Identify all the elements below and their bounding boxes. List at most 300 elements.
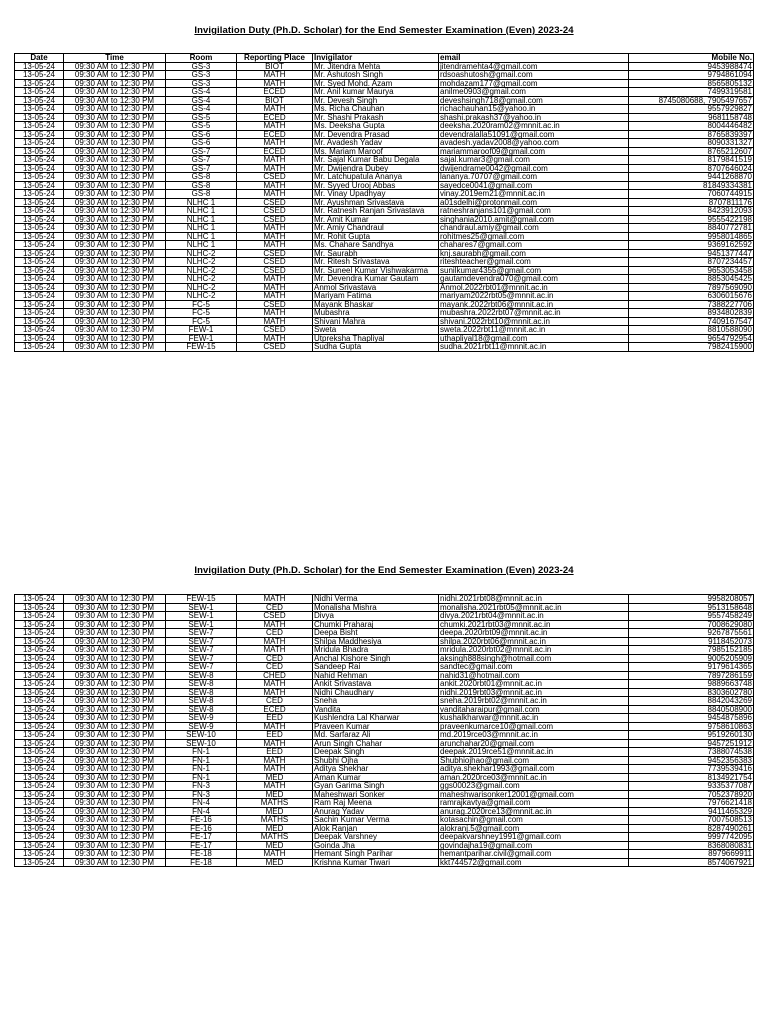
cell-room: FN-3 xyxy=(166,790,237,799)
cell-email: rohitmes25@gmail.com xyxy=(439,232,629,241)
cell-room: GS-4 xyxy=(166,96,237,105)
cell-mobile: 9958014865 xyxy=(629,232,754,241)
cell-invigilator: Mr. Ashutosh Singh xyxy=(313,71,439,80)
table-row xyxy=(15,671,754,680)
cell-date: 13-05-24 xyxy=(15,850,64,859)
cell-email: sayedce0041@gmail.com xyxy=(439,181,629,190)
cell-time: 09:30 AM to 12:30 PM xyxy=(64,113,166,122)
cell-email: alokranj.5@gmail.com xyxy=(439,824,629,833)
cell-email: knj.saurabh@gmail.com xyxy=(439,249,629,258)
cell-reporting-place: MED xyxy=(237,841,313,850)
cell-reporting-place: MATH xyxy=(237,122,313,131)
cell-invigilator: Ankit Srivastava xyxy=(313,680,439,689)
table-row xyxy=(15,705,754,714)
cell-reporting-place: MATH xyxy=(237,680,313,689)
cell-date: 13-05-24 xyxy=(15,147,64,156)
cell-time: 09:30 AM to 12:30 PM xyxy=(64,122,166,131)
cell-date: 13-05-24 xyxy=(15,198,64,207)
cell-date: 13-05-24 xyxy=(15,309,64,318)
cell-mobile: 8287490261 xyxy=(629,824,754,833)
cell-date: 13-05-24 xyxy=(15,343,64,352)
cell-date: 13-05-24 xyxy=(15,275,64,284)
cell-date: 13-05-24 xyxy=(15,164,64,173)
table-row xyxy=(15,130,754,139)
cell-email: sudha.2021rbt11@mnnit.ac.in xyxy=(439,343,629,352)
cell-room: GS-8 xyxy=(166,190,237,199)
cell-invigilator: Mr. Devesh Singh xyxy=(313,96,439,105)
cell-email: deeksha.2020ram02@mnnit.ac.in xyxy=(439,122,629,131)
cell-time: 09:30 AM to 12:30 PM xyxy=(64,181,166,190)
table-row xyxy=(15,731,754,740)
cell-date: 13-05-24 xyxy=(15,215,64,224)
cell-time: 09:30 AM to 12:30 PM xyxy=(64,841,166,850)
cell-reporting-place: CSED xyxy=(237,249,313,258)
cell-room: FN-1 xyxy=(166,748,237,757)
table-row xyxy=(15,258,754,267)
cell-invigilator: Mridula Bhadra xyxy=(313,646,439,655)
cell-email: aditya.shekhar1993@gmail.com xyxy=(439,765,629,774)
cell-date: 13-05-24 xyxy=(15,799,64,808)
cell-room: SEW-7 xyxy=(166,654,237,663)
cell-mobile: 8840508900 xyxy=(629,705,754,714)
cell-time: 09:30 AM to 12:30 PM xyxy=(64,731,166,740)
cell-mobile: 8004446482 xyxy=(629,122,754,131)
cell-time: 09:30 AM to 12:30 PM xyxy=(64,334,166,343)
cell-reporting-place: MATHS xyxy=(237,799,313,808)
table-row xyxy=(15,190,754,199)
cell-room: SEW-1 xyxy=(166,603,237,612)
table-row xyxy=(15,343,754,352)
cell-mobile: 9411465329 xyxy=(629,807,754,816)
table-row xyxy=(15,88,754,97)
cell-time: 09:30 AM to 12:30 PM xyxy=(64,164,166,173)
cell-time: 09:30 AM to 12:30 PM xyxy=(64,326,166,335)
cell-room: GS-6 xyxy=(166,139,237,148)
cell-email: dwijendrame0042@gmail.com xyxy=(439,164,629,173)
cell-email: riteshteacher@gmail.com xyxy=(439,258,629,267)
table-row xyxy=(15,156,754,165)
cell-date: 13-05-24 xyxy=(15,765,64,774)
cell-invigilator: Sudha Gupta xyxy=(313,343,439,352)
cell-email: deepa.2020rbt09@mnnit.ac.in xyxy=(439,629,629,638)
cell-invigilator: Mr. Saurabh xyxy=(313,249,439,258)
cell-reporting-place: CHED xyxy=(237,671,313,680)
cell-invigilator: Nahid Rehman xyxy=(313,671,439,680)
header-room: Room xyxy=(166,54,237,63)
table-row xyxy=(15,181,754,190)
table-row xyxy=(15,654,754,663)
cell-invigilator: Mr. Anil kumar Maurya xyxy=(313,88,439,97)
cell-date: 13-05-24 xyxy=(15,629,64,638)
cell-date: 13-05-24 xyxy=(15,697,64,706)
cell-invigilator: Mr. Ritesh Srivastava xyxy=(313,258,439,267)
cell-invigilator: Shivani Mahra xyxy=(313,317,439,326)
cell-time: 09:30 AM to 12:30 PM xyxy=(64,833,166,842)
cell-mobile: 8423912093 xyxy=(629,207,754,216)
table-row xyxy=(15,326,754,335)
table-row xyxy=(15,207,754,216)
cell-invigilator: Sweta xyxy=(313,326,439,335)
cell-time: 09:30 AM to 12:30 PM xyxy=(64,88,166,97)
cell-email: chumki.2021rbt03@mnnit.ac.in xyxy=(439,620,629,629)
cell-reporting-place: BIOT xyxy=(237,96,313,105)
cell-date: 13-05-24 xyxy=(15,612,64,621)
cell-email: aksingh888singh@hotmail.com xyxy=(439,654,629,663)
cell-date: 13-05-24 xyxy=(15,603,64,612)
cell-mobile: 6306015676 xyxy=(629,292,754,301)
cell-mobile: 7985152185 xyxy=(629,646,754,655)
cell-reporting-place: MATH xyxy=(237,71,313,80)
cell-invigilator: Deepak Varshney xyxy=(313,833,439,842)
table-row xyxy=(15,139,754,148)
cell-reporting-place: MATHS xyxy=(237,833,313,842)
cell-time: 09:30 AM to 12:30 PM xyxy=(64,224,166,233)
table-row xyxy=(15,790,754,799)
cell-invigilator: Mr. Sajal Kumar Babu Degala xyxy=(313,156,439,165)
cell-mobile: 8765839397 xyxy=(629,130,754,139)
cell-reporting-place: CSED xyxy=(237,215,313,224)
cell-date: 13-05-24 xyxy=(15,722,64,731)
table-row xyxy=(15,603,754,612)
cell-mobile: 9441268870 xyxy=(629,173,754,182)
cell-reporting-place: CED xyxy=(237,629,313,638)
cell-email: gautamdevendra070@gmail.com xyxy=(439,275,629,284)
cell-mobile: 9555422198 xyxy=(629,215,754,224)
cell-date: 13-05-24 xyxy=(15,688,64,697)
cell-date: 13-05-24 xyxy=(15,258,64,267)
cell-time: 09:30 AM to 12:30 PM xyxy=(64,671,166,680)
cell-reporting-place: ECED xyxy=(237,88,313,97)
table-row xyxy=(15,62,754,71)
table-row xyxy=(15,317,754,326)
cell-mobile: 7976621418 xyxy=(629,799,754,808)
cell-email: anurag.2020rce13@mnnit.ac.in xyxy=(439,807,629,816)
cell-room: FN-4 xyxy=(166,799,237,808)
cell-mobile: 8303602780 xyxy=(629,688,754,697)
cell-date: 13-05-24 xyxy=(15,139,64,148)
cell-invigilator: Ms. Richa Chauhan xyxy=(313,105,439,114)
table-row xyxy=(15,283,754,292)
cell-date: 13-05-24 xyxy=(15,292,64,301)
cell-room: NLHC-2 xyxy=(166,283,237,292)
cell-time: 09:30 AM to 12:30 PM xyxy=(64,317,166,326)
cell-invigilator: Hemant Singh Parihar xyxy=(313,850,439,859)
table-row xyxy=(15,215,754,224)
cell-invigilator: Mr. Syed Mohd. Azam xyxy=(313,79,439,88)
cell-email: nahid31@hotmail.com xyxy=(439,671,629,680)
cell-reporting-place: MATH xyxy=(237,232,313,241)
cell-mobile: 9681158748 xyxy=(629,113,754,122)
cell-room: SEW-8 xyxy=(166,671,237,680)
cell-reporting-place: MATH xyxy=(237,756,313,765)
table-row xyxy=(15,334,754,343)
table-row xyxy=(15,595,754,604)
cell-mobile: 9453988474 xyxy=(629,62,754,71)
cell-date: 13-05-24 xyxy=(15,62,64,71)
cell-room: SEW-7 xyxy=(166,663,237,672)
cell-room: GS-7 xyxy=(166,147,237,156)
cell-reporting-place: CSED xyxy=(237,300,313,309)
cell-email: kkt744572@gmail.com xyxy=(439,858,629,867)
cell-invigilator: Mr. Ayushman Srivastava xyxy=(313,198,439,207)
cell-invigilator: Aman Kumar xyxy=(313,773,439,782)
cell-date: 13-05-24 xyxy=(15,654,64,663)
cell-time: 09:30 AM to 12:30 PM xyxy=(64,207,166,216)
cell-email: aman.2020rce03@mnnit.ac.in xyxy=(439,773,629,782)
cell-time: 09:30 AM to 12:30 PM xyxy=(64,705,166,714)
cell-date: 13-05-24 xyxy=(15,156,64,165)
cell-date: 13-05-24 xyxy=(15,232,64,241)
cell-invigilator: Aditya Shekhar xyxy=(313,765,439,774)
cell-date: 13-05-24 xyxy=(15,748,64,757)
cell-email: hemantparihar.civil@gmail.com xyxy=(439,850,629,859)
cell-invigilator: Anmol Srivastava xyxy=(313,283,439,292)
cell-room: NLHC 1 xyxy=(166,224,237,233)
table-row xyxy=(15,637,754,646)
cell-time: 09:30 AM to 12:30 PM xyxy=(64,266,166,275)
table-row xyxy=(15,824,754,833)
invigilation-table-continued xyxy=(14,594,754,867)
cell-invigilator: Sachin Kumar Verma xyxy=(313,816,439,825)
cell-room: FE-18 xyxy=(166,850,237,859)
cell-mobile: 9457251912 xyxy=(629,739,754,748)
cell-room: GS-4 xyxy=(166,88,237,97)
page-title-repeat: Invigilation Duty (Ph.D. Scholar) for the End Semester Examination (Even) 2023-24 xyxy=(194,565,574,576)
cell-email: chandraul.amiy@gmail.com xyxy=(439,224,629,233)
cell-reporting-place: MED xyxy=(237,773,313,782)
cell-date: 13-05-24 xyxy=(15,833,64,842)
table-body xyxy=(15,595,754,867)
table-row xyxy=(15,96,754,105)
cell-mobile: 9758610863 xyxy=(629,722,754,731)
cell-mobile: 9452356383 xyxy=(629,756,754,765)
cell-date: 13-05-24 xyxy=(15,190,64,199)
cell-email: praveenkumarce10@gmail.com xyxy=(439,722,629,731)
cell-mobile: 9267875561 xyxy=(629,629,754,638)
cell-email: shilpa.2020rbt06@mnnit.ac.in xyxy=(439,637,629,646)
cell-time: 09:30 AM to 12:30 PM xyxy=(64,156,166,165)
cell-reporting-place: MATH xyxy=(237,275,313,284)
cell-invigilator: Nidhi Verma xyxy=(313,595,439,604)
cell-time: 09:30 AM to 12:30 PM xyxy=(64,249,166,258)
cell-date: 13-05-24 xyxy=(15,249,64,258)
cell-mobile: 9179614365 xyxy=(629,663,754,672)
cell-email: sunilkumar4355@gmail.com xyxy=(439,266,629,275)
cell-room: SEW-7 xyxy=(166,637,237,646)
cell-room: FE-16 xyxy=(166,816,237,825)
cell-mobile: 9794861094 xyxy=(629,71,754,80)
table-row xyxy=(15,198,754,207)
cell-room: FN-3 xyxy=(166,782,237,791)
cell-invigilator: Mr. Amit Kumar xyxy=(313,215,439,224)
cell-date: 13-05-24 xyxy=(15,130,64,139)
cell-time: 09:30 AM to 12:30 PM xyxy=(64,790,166,799)
table-row xyxy=(15,688,754,697)
table-row xyxy=(15,663,754,672)
cell-time: 09:30 AM to 12:30 PM xyxy=(64,275,166,284)
cell-email: richachauhan15@yahoo.in xyxy=(439,105,629,114)
table-row xyxy=(15,224,754,233)
cell-date: 13-05-24 xyxy=(15,241,64,250)
table-row xyxy=(15,765,754,774)
cell-reporting-place: MATH xyxy=(237,156,313,165)
cell-invigilator: Vandita xyxy=(313,705,439,714)
cell-email: shivani.2022rbt10@mnnit.ac.in xyxy=(439,317,629,326)
cell-invigilator: Mr. Ratnesh Ranjan Srivastava xyxy=(313,207,439,216)
cell-room: FE-17 xyxy=(166,833,237,842)
table-row xyxy=(15,841,754,850)
cell-room: FE-16 xyxy=(166,824,237,833)
cell-reporting-place: ECED xyxy=(237,147,313,156)
cell-room: NLHC-2 xyxy=(166,275,237,284)
cell-room: NLHC 1 xyxy=(166,241,237,250)
cell-email: md.2019rce03@mnnit.ac.in xyxy=(439,731,629,740)
cell-time: 09:30 AM to 12:30 PM xyxy=(64,232,166,241)
cell-time: 09:30 AM to 12:30 PM xyxy=(64,130,166,139)
cell-reporting-place: MED xyxy=(237,824,313,833)
table-row xyxy=(15,697,754,706)
cell-room: FN-1 xyxy=(166,756,237,765)
cell-reporting-place: CED xyxy=(237,663,313,672)
cell-room: FC-5 xyxy=(166,309,237,318)
cell-mobile: 8979669911 xyxy=(629,850,754,859)
cell-date: 13-05-24 xyxy=(15,858,64,867)
cell-room: NLHC-2 xyxy=(166,292,237,301)
cell-reporting-place: MATH xyxy=(237,292,313,301)
cell-date: 13-05-24 xyxy=(15,122,64,131)
cell-time: 09:30 AM to 12:30 PM xyxy=(64,309,166,318)
cell-date: 13-05-24 xyxy=(15,637,64,646)
cell-mobile: 9335377087 xyxy=(629,782,754,791)
cell-invigilator: Alok Ranjan xyxy=(313,824,439,833)
cell-invigilator: Shilpa Maddhesiya xyxy=(313,637,439,646)
cell-email: Anmol.2022rbt01@mnnit.ac.in xyxy=(439,283,629,292)
cell-email: mridula.2020rbt02@mnnit.ac.in xyxy=(439,646,629,655)
cell-invigilator: Divya xyxy=(313,612,439,621)
cell-reporting-place: MATH xyxy=(237,317,313,326)
cell-reporting-place: MATH xyxy=(237,782,313,791)
cell-room: GS-4 xyxy=(166,105,237,114)
cell-mobile: 9654792954 xyxy=(629,334,754,343)
cell-room: FEW-1 xyxy=(166,326,237,335)
cell-mobile: 7388074538 xyxy=(629,748,754,757)
cell-time: 09:30 AM to 12:30 PM xyxy=(64,595,166,604)
cell-reporting-place: CSED xyxy=(237,207,313,216)
cell-mobile: 8707646024 xyxy=(629,164,754,173)
cell-reporting-place: MATH xyxy=(237,646,313,655)
cell-room: NLHC 1 xyxy=(166,232,237,241)
cell-date: 13-05-24 xyxy=(15,300,64,309)
cell-mobile: 9958208057 xyxy=(629,595,754,604)
cell-email: mayank.2022rbt06@mnnit.ac.in xyxy=(439,300,629,309)
cell-email: sneha.2019rbt02@mnnit.ac.in xyxy=(439,697,629,706)
cell-email: kushalkharwar@mnnit.ac.in xyxy=(439,714,629,723)
cell-date: 13-05-24 xyxy=(15,105,64,114)
header-invigilator: Invigilator xyxy=(313,54,439,63)
cell-invigilator: Mr. Vinay Upadhyay xyxy=(313,190,439,199)
cell-time: 09:30 AM to 12:30 PM xyxy=(64,782,166,791)
cell-time: 09:30 AM to 12:30 PM xyxy=(64,824,166,833)
cell-room: SEW-7 xyxy=(166,646,237,655)
cell-mobile: 7739539416 xyxy=(629,765,754,774)
cell-reporting-place: MATH xyxy=(237,850,313,859)
cell-mobile: 7388227706 xyxy=(629,300,754,309)
cell-room: NLHC 1 xyxy=(166,207,237,216)
cell-email: ramrajkavtya@gmail.com xyxy=(439,799,629,808)
cell-reporting-place: MATH xyxy=(237,334,313,343)
cell-email: monalisha.2021rbt05@mnnit.ac.in xyxy=(439,603,629,612)
cell-mobile: 7007508513 xyxy=(629,816,754,825)
cell-date: 13-05-24 xyxy=(15,71,64,80)
cell-date: 13-05-24 xyxy=(15,173,64,182)
cell-room: GS-3 xyxy=(166,62,237,71)
cell-invigilator: Ms. Chahare Sandhya xyxy=(313,241,439,250)
cell-invigilator: Mr. Rohit Gupta xyxy=(313,232,439,241)
cell-mobile: 7897569090 xyxy=(629,283,754,292)
cell-mobile: 8134921754 xyxy=(629,773,754,782)
cell-mobile: 81849334381 xyxy=(629,181,754,190)
cell-email: chahares7@gmail.com xyxy=(439,241,629,250)
cell-email: arunchahar20@gmail.com xyxy=(439,739,629,748)
cell-invigilator: Sandeep Rai xyxy=(313,663,439,672)
cell-time: 09:30 AM to 12:30 PM xyxy=(64,858,166,867)
cell-email: nidhi.2021rbt08@mnnit.ac.in xyxy=(439,595,629,604)
cell-room: SEW-10 xyxy=(166,731,237,740)
cell-mobile: 7409167547 xyxy=(629,317,754,326)
cell-invigilator: Mr. Amiy Chandraul xyxy=(313,224,439,233)
cell-date: 13-05-24 xyxy=(15,824,64,833)
cell-time: 09:30 AM to 12:30 PM xyxy=(64,147,166,156)
cell-invigilator: Mayank Bhaskar xyxy=(313,300,439,309)
cell-mobile: 7060744915 xyxy=(629,190,754,199)
cell-invigilator: Mr. Devendra Kumar Gautam xyxy=(313,275,439,284)
cell-date: 13-05-24 xyxy=(15,646,64,655)
cell-date: 13-05-24 xyxy=(15,283,64,292)
table-row xyxy=(15,739,754,748)
table-row xyxy=(15,309,754,318)
cell-email: devendralalla51091@gmail.com xyxy=(439,130,629,139)
cell-invigilator: Md. Sarfaraz Ali xyxy=(313,731,439,740)
table-row xyxy=(15,807,754,816)
cell-reporting-place: ECED xyxy=(237,113,313,122)
cell-mobile: 8842043269 xyxy=(629,697,754,706)
cell-mobile: 7499319581 xyxy=(629,88,754,97)
cell-email: anilme0903@gmail.com xyxy=(439,88,629,97)
cell-room: GS-7 xyxy=(166,156,237,165)
cell-date: 13-05-24 xyxy=(15,334,64,343)
table-row xyxy=(15,629,754,638)
cell-reporting-place: MATH xyxy=(237,164,313,173)
cell-reporting-place: CSED xyxy=(237,198,313,207)
table-row xyxy=(15,646,754,655)
cell-email: sajal.kumar3@gmail.com xyxy=(439,156,629,165)
cell-mobile: 9653053458 xyxy=(629,266,754,275)
cell-room: GS-3 xyxy=(166,79,237,88)
cell-time: 09:30 AM to 12:30 PM xyxy=(64,215,166,224)
cell-email: sweta.2022rbt11@mnnit.ac.in xyxy=(439,326,629,335)
cell-email: avadesh.yadav2008@yahoo.com xyxy=(439,139,629,148)
cell-mobile: 9513158648 xyxy=(629,603,754,612)
cell-email: mariammaroof09@gmail.com xyxy=(439,147,629,156)
cell-time: 09:30 AM to 12:30 PM xyxy=(64,139,166,148)
cell-room: SEW-8 xyxy=(166,697,237,706)
cell-time: 09:30 AM to 12:30 PM xyxy=(64,663,166,672)
cell-invigilator: Mr. Jitendra Mehta xyxy=(313,62,439,71)
cell-invigilator: Deepa Bisht xyxy=(313,629,439,638)
cell-email: deepak.2019rce51@mnnit.ac.in xyxy=(439,748,629,757)
cell-mobile: 8765212607 xyxy=(629,147,754,156)
cell-mobile: 9005205909 xyxy=(629,654,754,663)
